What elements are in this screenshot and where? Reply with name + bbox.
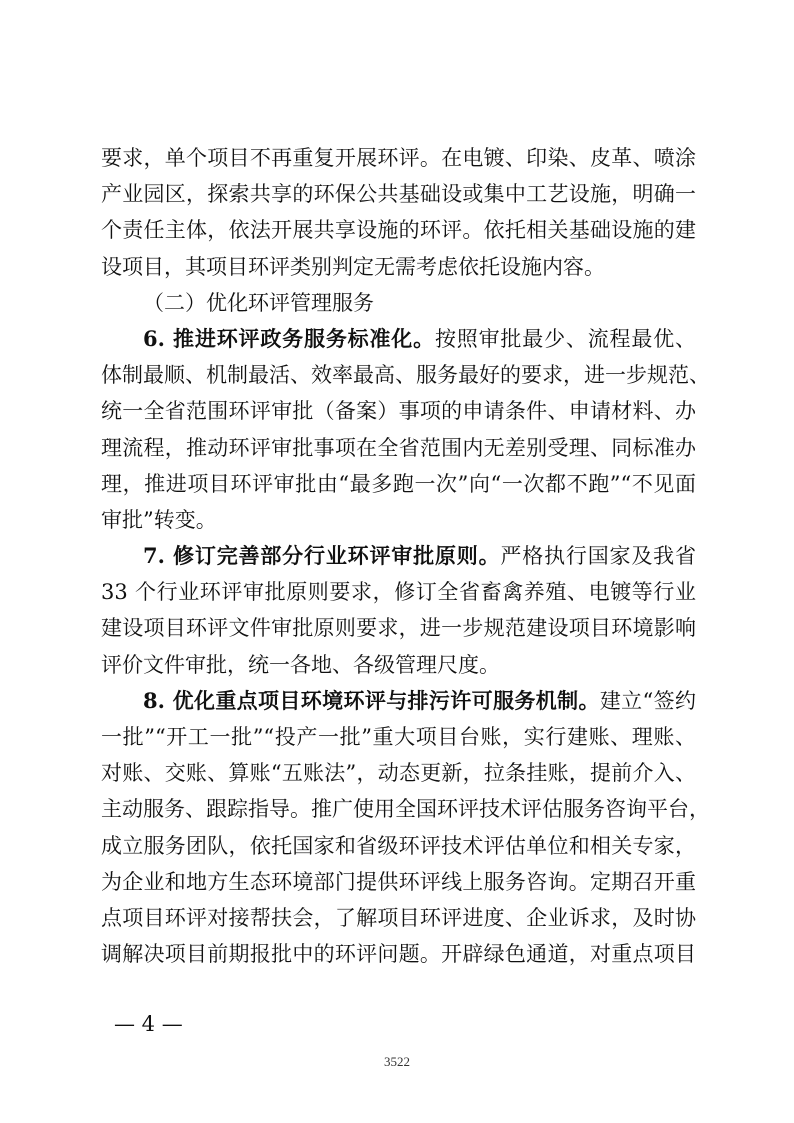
item-6-title: 6. 推进环评政务服务标准化。 xyxy=(143,325,435,351)
body-text xyxy=(101,140,710,972)
paragraph-line: 33 个行业环评审批原则要求，修订全省畜禽养殖、电镀等行业 xyxy=(101,580,696,605)
paragraph-line: 一批”“开工一批”“投产一批”重大项目台账，实行建账、理账、 xyxy=(101,725,696,749)
item-8-first-rest: 建立“签约 xyxy=(599,688,696,713)
paragraph-line: 评价文件审批，统一各地、各级管理尺度。 xyxy=(101,652,500,677)
paragraph-line: 体制最顺、机制最活、效率最高、服务最好的要求，进一步规范、 xyxy=(101,363,710,388)
paragraph-line: 审批”转变。 xyxy=(101,507,217,532)
paragraph-line: 个责任主体，依法开展共享设施的环评。依托相关基础设施的建 xyxy=(101,218,696,243)
paragraph-line: 统一全省范围环评审批（备案）事项的申请条件、申请材料、办 xyxy=(101,399,696,424)
paragraph-line: 调解决项目前期报批中的环评问题。开辟绿色通道，对重点项目 xyxy=(101,942,696,967)
item-7-first-line xyxy=(101,538,696,574)
paragraph-line: 对账、交账、算账“五账法”，动态更新，拉条挂账，提前介入、 xyxy=(101,761,696,786)
paragraph-line: 理，推进项目环评审批由“最多跑一次”向“一次都不跑”“不见面 xyxy=(101,471,696,496)
item-6-first-rest: 按照审批最少、流程最优、 xyxy=(434,326,697,351)
paragraph-line: 要求，单个项目不再重复开展环评。在电镀、印染、皮革、喷涂 xyxy=(101,146,696,170)
paragraph-line: 点项目环评对接帮扶会，了解项目环评进度、企业诉求，及时协 xyxy=(101,905,696,930)
item-7-title: 7. 修订完善部分行业环评审批原则。 xyxy=(143,543,501,569)
section-heading: （二）优化环评管理服务 xyxy=(143,290,374,315)
paragraph-line: 成立服务团队，依托国家和省级环评技术评估单位和相关专家， xyxy=(101,833,696,858)
page-number: — 4 — xyxy=(114,1012,183,1036)
paragraph-line: 主动服务、跟踪指导。推广使用全国环评技术评估服务咨询平台， xyxy=(101,797,710,822)
item-8-title: 8. 优化重点项目环境环评与排污许可服务机制。 xyxy=(143,687,600,713)
paragraph-line: 产业园区，探索共享的环保公共基础设或集中工艺设施，明确一 xyxy=(101,182,696,207)
paragraph-line: 设项目，其项目环评类别判定无需考虑依托设施内容。 xyxy=(101,254,605,279)
item-8-first-line xyxy=(101,683,696,719)
paragraph-line: 理流程，推动环评审批事项在全省范围内无差别受理、同标准办 xyxy=(101,435,696,460)
paragraph-line: 为企业和地方生态环境部门提供环评线上服务咨询。定期召开重 xyxy=(101,869,696,894)
item-6-first-line xyxy=(101,321,696,357)
footer-number: 3522 xyxy=(384,1054,410,1069)
item-7-first-rest: 严格执行国家及我省 xyxy=(500,544,697,569)
paragraph-line: 建设项目环评文件审批原则要求，进一步规范建设项目环境影响 xyxy=(101,616,696,641)
